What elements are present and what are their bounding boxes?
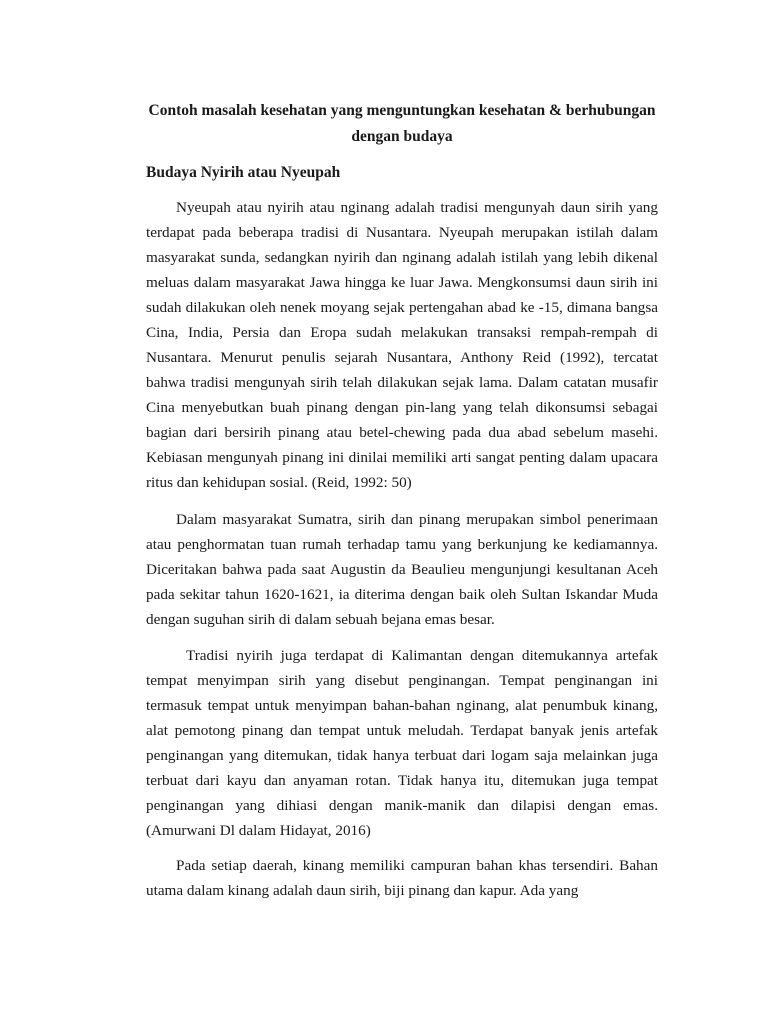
paragraph-1: Nyeupah atau nyirih atau nginang adalah tradisi mengunyah daun sirih yang terdapat pada beberapa tradisi di Nusantara. Nyeupah merupakan istilah dalam masyarakat sunda, sedangkan nyirih dan nginang adalah istilah yang lebih dikenal meluas dalam masyarakat Jawa hingga ke luar Jawa. Mengkonsumsi daun sirih ini sudah dilakukan oleh nenek moyang sejak pertengahan abad ke -15, dimana bangsa Cina, India, Persia dan Eropa sudah melakukan transaksi rempah-rempah di Nusantara. Menurut penulis sejarah Nusantara, Anthony Reid (1992), tercatat bahwa tradisi mengunyah sirih telah dilakukan sejak lama. Dalam catatan musafir Cina menyebutkan buah pinang dengan pin-lang yang telah dikonsumsi sebagai bagian dari bersirih pinang atau betel-chewing pada dua abad sebelum masehi. Kebiasan mengunyah pinang ini dinilai memiliki arti sangat penting dalam upacara ritus dan kehidupan sosial. (Reid, 1992: 50) (146, 199, 658, 491)
title-line-2: dengan budaya (351, 128, 453, 145)
paragraph-2: Dalam masyarakat Sumatra, sirih dan pinang merupakan simbol penerimaan atau penghormatan tuan rumah terhadap tamu yang berkunjung ke kediamannya. Diceritakan bahwa pada saat Augustin da Beaulieu mengunjungi kesultanan Aceh pada sekitar tahun 1620-1621, ia diterima dengan baik oleh Sultan Iskandar Muda dengan suguhan sirih di dalam sebuah bejana emas besar. (146, 511, 658, 628)
section-heading: Budaya Nyirih atau Nyeupah (146, 164, 341, 181)
document-title (146, 98, 658, 150)
title-line-1: Contoh masalah kesehatan yang menguntungkan kesehatan & berhubungan (148, 102, 656, 119)
paragraph-4: Pada setiap daerah, kinang memiliki campuran bahan khas tersendiri. Bahan utama dalam kinang adalah daun sirih, biji pinang dan kapur. Ada yang (146, 857, 658, 899)
paragraph-3: Tradisi nyirih juga terdapat di Kalimantan dengan ditemukannya artefak tempat menyimpan sirih yang disebut penginangan. Tempat penginangan ini termasuk tempat untuk menyimpan bahan-bahan nginang, alat penumbuk kinang, alat pemotong pinang dan tempat untuk meludah. Terdapat banyak jenis artefak penginangan yang ditemukan, tidak hanya terbuat dari logam saja melainkan juga terbuat dari kayu dan anyaman rotan. Tidak hanya itu, ditemukan juga tempat penginangan yang dihiasi dengan manik-manik dan dilapisi dengan emas. (Amurwani Dl dalam Hidayat, 2016) (146, 647, 658, 839)
